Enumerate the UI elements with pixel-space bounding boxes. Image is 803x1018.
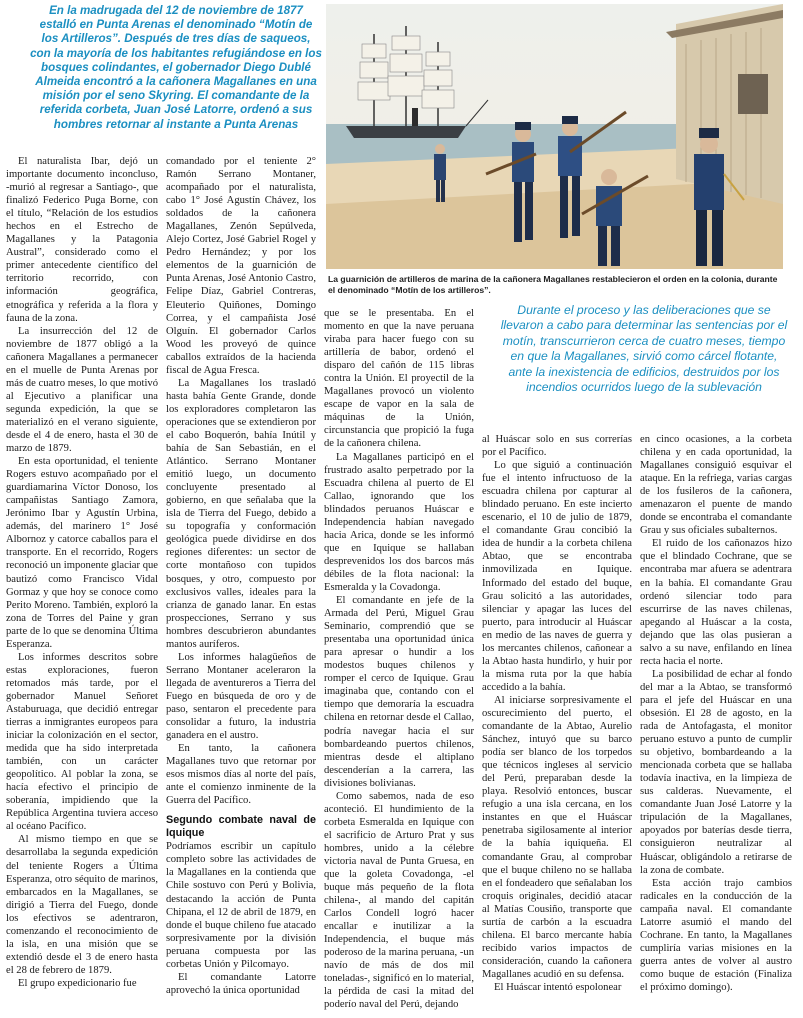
lead-paragraph: En la madrugada del 12 de noviembre de 1877 estalló en Punta Arenas el denominado “Motín de los Artilleros”. Después de tres días de saqueos, con la mayoría de los habitantes refugiándose en los bosques colindantes, el gobernador Diego Dublé Almeida encontró a la cañonera Magallanes en una misión por el seno Skyring. El comandante de la referida corbeta, Juan José Latorre, ordenó a sus hombres retornar al instante a Punta Arenas	[30, 4, 322, 131]
paragraph: En esta oportunidad, el teniente Rogers estuvo acompañado por el guardiamarina Víctor Donoso, los campañistas Santiago Zamora, Jerónimo Ibar y Agustín Urbina, además, del marinero 1° José Albornoz y catorce caballos para el transporte. En el recorrido, Rogers reconoció un imponente glaciar que bautizó como Francisco Vidal Gormaz y que hoy se conoce como Perito Moreno. También, exploró la zona de Torres del Paine y gran parte de lo que se denomina Última Esperanza.	[6, 456, 158, 650]
pull-quote: Durante el proceso y las deliberaciones que se llevaron a cabo para determinar las sentencias por el motín, transcurrieron cerca de cuatro meses, tiempo en que la Magallanes, sirvió como cárcel flotante, ante la inexistencia de edificios, destruidos por los incendios ocurridos luego de la sublevación	[500, 303, 788, 395]
paragraph: El comandante en jefe de la Armada del Perú, Miguel Grau Seminario, comprendió que se presentaba una oportunidad única para apresar o hundir a los modestos buques chilenos y romper el cerco de Iquique. Grau imaginaba que, contando con el tiempo que demoraría la escuadra chilena en retornar desde el Callao, podría navegar hacia el sur bombardeando puertos chilenos, mientras desde el altiplano descenderían a la carrera, las divisiones bolivianas.	[324, 595, 474, 789]
paragraph: que se le presentaba. En el momento en que la nave peruana viraba para hacer fuego con su artillería de babor, ordenó el disparo del cañón de 115 libras contra la Unión. El proyectil de la Magallanes provocó un violento escape de vapor en la sala de máquinas de la Unión, circunstancia que propició la fuga de la cañonera chilena.	[324, 308, 474, 450]
paragraph: El comandante Latorre aprovechó la única oportunidad	[166, 971, 316, 996]
paragraph: Como sabemos, nada de eso aconteció. El hundimiento de la corbeta Esmeralda en Iquique con el sacrificio de Arturo Prat y sus hombres, unido a la célebre victoria naval de Punta Gruesa, en que la goleta Covadonga, -el buque más pequeño de la flota chilena-, al mando del capitán Carlos Condell logró hacer encallar e inutilizar a la Independencia, el buque más poderoso de la marina peruana, -un navío de más de dos mil toneladas-, significó en lo material, la pérdida de casi la mitad del poderío naval del Perú, dejando	[324, 790, 474, 1011]
illustration	[326, 4, 783, 269]
paragraph: Podríamos escribir un capítulo completo sobre las actividades de la Magallanes en la contienda que Chile sostuvo con Perú y Bolivia, destacando la acción de Punta Chipana, el 12 de abril de 1879, en donde el buque chileno fue atacado sorpresivamente por la división peruana compuesta por las corbetas Unión y Pilcomayo.	[166, 841, 316, 970]
paragraph: Esta acción trajo cambios radicales en la conducción de la campaña naval. El comandante Latorre asumió el mando del Cochrane. En tanto, la Magallanes cumpliría varias misiones en la guerra antes de volver al austro como buque de estación (Finaliza el próximo domingo).	[640, 877, 792, 993]
paragraph: El Huáscar intentó espolonear	[494, 981, 622, 993]
paragraph: La Magallanes los trasladó hasta bahía Gente Grande, donde los exploradores completaron las operaciones que se extendieron por el cabo Boquerón, bahía Inútil y bahía de San Sebastián, en el Atlántico. Serrano Montaner emitió luego, un documento concluyente presentado al gobierno, en que señalaba que la isla de Tierra del Fuego, debido a su topografía y conformación geológica puede dividirse en dos regiones diferentes: un sector de corte montañoso con tupidos bosques, y otro, compuesto por exclusivos valles, ideales para la crianza de ganado lanar. En estas prospecciones, Serrano y sus hombres descubrieron abundantes mantos auríferos.	[166, 377, 316, 650]
image-caption: La guarnición de artilleros de marina de la cañonera Magallanes restablecieron el orden en la colonia, durante el denominado “Motín de los artilleros”.	[328, 274, 778, 295]
paragraph: La insurrección del 12 de noviembre de 1877 obligó a la cañonera Magallanes a permanecer en el muelle de Punta Arenas por más de cuatro meses, lo que motivó al Ejecutivo a planificar una segunda expedición, la que se materializó en el verano siguiente, desde el 4 de enero, hasta el 30 de marzo de 1879.	[6, 325, 158, 455]
paragraph: al Huáscar solo en sus correrías por el Pacífico.	[482, 434, 632, 459]
paragraph: Al iniciarse sorpresivamente el oscurecimiento del puerto, el comandante de la Abtao, Aurelio Sánchez, intuyó que su barco podía ser blanco de los torpedos que técnicos ingleses al servicio del Perú, preparaban desde la playa. Resolvió entonces, buscar refugio a una isla cercana, en los instantes en que el Huáscar penetraba sigilosamente al interior de la bahía iquiqueña. El comandante Grau, al comprobar que el buque chileno no se hallaba en el fondeadero que señalaban los croquis originales, decidió atacar al Matías Cousiño, transporte que surtía de carbón a la escuadra chilena. El barco mercante había recibido varios impactos de consideración, cuando la cañonera Magallanes acudió en su defensa.	[482, 694, 632, 980]
article-column-1	[6, 155, 158, 1011]
paragraph: Al mismo tiempo en que se desarrollaba la segunda expedición del teniente Rogers a Última Esperanza, otro séquito de marinos, embarcados en la Magallanes, se dirigió a Tierra del Fuego, donde los efectivos se adentraron, comenzando el reconocimiento de la isla, en una misión que se extendió desde el 3 de enero hasta el 28 de febrero de 1879.	[6, 834, 158, 976]
paragraph: La Magallanes participó en el frustrado asalto perpetrado por la Escuadra chilena al puerto de El Callao, ignorando que los blindados peruanos Huáscar e Independencia habían navegado hacia Arica, donde se les informó que en Iquique se hallaban desprevenidos los dos barcos más débiles de la flota nacional: la Esmeralda y la Covadonga.	[324, 451, 474, 593]
section-heading: Segundo combate naval de Iquique	[166, 814, 316, 839]
paragraph: El ruido de los cañonazos hizo que el blindado Cochrane, que se encontraba mar afuera se adentrara en la bahía. El comandante Grau ordenó silenciar todo para escurrirse de las naves chilenas, apegando al Huáscar a la costa, dejando que las olas pusieran a salvo a su nave, enfilando en línea recta hacia el norte.	[640, 538, 792, 667]
paragraph: comandado por el teniente 2° Ramón Serrano Montaner, acompañado por el naturalista, cabo 1° José Agustín Chávez, los soldados de la cañonera Magallanes, Zenón Sepúlveda, Alejo Cortez, José Gabriel Rogel y Pedro Hernández; y por los elementos de la guarnición de Punta Arenas, José Antonio Castro, Felipe Díaz, Gabriel Contreras, Eleuterio Quiñones, Domingo Correa, y el campañista José Olguín. El gobernador Carlos Wood les proveyó de quince caballos extraídos de la hacienda fiscal de Agua Fresca.	[166, 156, 316, 376]
paragraph: Los informes halagüeños de Serrano Montaner aceleraron la llegada de aventureros a Tierra del Fuego en búsqueda de oro y de paso, sentaron el precedente para consolidar a futuro, la industria ganadera en el austro.	[166, 651, 316, 742]
paragraph: en cinco ocasiones, a la corbeta chilena y en cada oportunidad, la Magallanes consiguió esquivar el ataque. En la refriega, varias cargas de los fusileros de la cañonera, amenazaron el puente de mando donde se encontraba el comandante Grau y sus oficiales subalternos.	[640, 434, 792, 537]
paragraph: La posibilidad de echar al fondo del mar a la Abtao, se transformó para el jefe del Huáscar en una obsesión. El 28 de agosto, en la rada de Antofagasta, el monitor peruano estuvo a punto de cumplir su objetivo, bombardeando a la mencionada corbeta que se hallaba todavía inactiva, en la limpieza de sus calderas. Nuevamente, el comandante Juan José Latorre y la tripulación de la Magallanes, apoyados por baterías desde tierra, consiguieron neutralizar al Huáscar, obligándolo a retirarse de la zona de combate.	[640, 668, 792, 876]
article-column-4	[482, 433, 632, 1011]
paragraph: En tanto, la cañonera Magallanes tuvo que retornar por esos mismos días al norte del país, ante el comienzo inminente de la Guerra del Pacífico.	[166, 743, 316, 807]
article-column-2	[166, 155, 316, 1011]
paragraph: El grupo expedicionario fue	[18, 977, 137, 989]
article-column-3	[324, 307, 474, 1011]
illustration-artwork	[326, 4, 783, 269]
paragraph: El naturalista Ibar, dejó un importante documento inconcluso, -murió al regresar a Santiago-, que finalizó Federico Puga Borne, con el título, “Relación de los estudios hechos en el Estrecho de Magallanes y la Patagonia Austral”, considerado como el primer antecedente científico del territorio recorrido, con información geográfica, etnográfica y referida a la flora y fauna de la zona.	[6, 156, 158, 324]
paragraph: Lo que siguió a continuación fue el intento infructuoso de la escuadra chilena por capturar al blindado peruano. En este incierto escenario, el 10 de julio de 1879, el comandante Grau concibió la idea de hundir a la corbeta chilena Abtao, que se encontraba inmovilizada en Iquique. Informado del estado del buque, Grau solicitó a las autoridades, silenciar y apagar las luces del puerto, para introducir al Huáscar en medio de las naves de guerra y los mercantes chilenos, cañonear a la Abtao hasta hundirlo, y huir por la misma ruta por la que había accedido a la bahía.	[482, 460, 632, 693]
paragraph: Los informes descritos sobre estas exploraciones, fueron retomados más tarde, por el gobernador Manuel Señoret Astaburuaga, que decidió entregar tierras a inmigrantes europeos para iniciar la colonización en el sector, medida que ha sido interpretada también, con un carácter geopolítico. Al poblar la zona, se hacía efectivo el principio de soberanía, impidiendo que la República Argentina tuviera acceso al océano Pacífico.	[6, 651, 158, 833]
article-column-5	[640, 433, 792, 1011]
